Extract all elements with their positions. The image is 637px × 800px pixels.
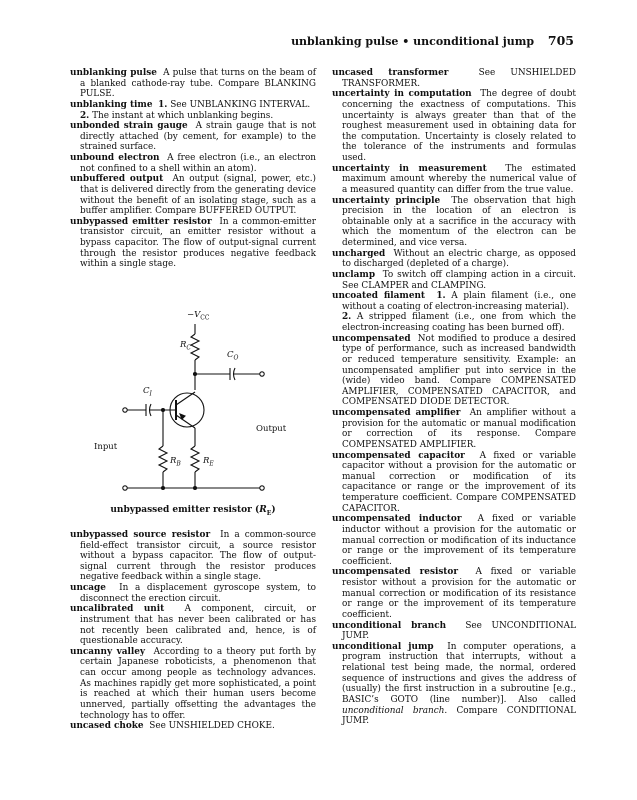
entry-uncompensated-inductor: uncompensated inductor A fixed or variable inductor without a provision for the automatic or manual correction or modification of its inductance or range or the improvement of its temperature coefficient. bbox=[332, 514, 576, 567]
entry-uncanny-valley: uncanny valley According to a theory put forth by certain Japanese roboticists, a phenomenon that can occur among people as technology advances. As machines rapidly get more sophisticated, a point is reached at which their human users become unnerved, partially offsetting the advantages the technology has to offer. bbox=[70, 646, 316, 721]
entry-unconditional-jump: unconditional jump In computer operations, a program instruction that interrupts, without a relational test being made, the normal, ordered sequence of instructions and gives the address of (usually) the first instruction in a subroutine [e.g., BASIC’s GOTO (line number)]. Also called unconditional branch. Compare CONDITIONAL JUMP. bbox=[332, 641, 576, 727]
entry-uncharged: uncharged Without an electric charge, as opposed to discharged (depleted of a charge). bbox=[332, 248, 576, 270]
entry-unblanking-pulse: unblanking pulse A pulse that turns on the beam of a blanked cathode-ray tube. Compare BLANKING PULSE. bbox=[70, 68, 316, 100]
input-label: Input bbox=[94, 441, 118, 452]
input-terminal-top bbox=[123, 408, 127, 412]
entry-uncoated-filament-sense2: 2. A stripped filament (i.e., one from which the electron-increasing coating has been burned off). bbox=[342, 312, 576, 333]
node-collector bbox=[194, 372, 197, 375]
re-label: $R_E$ bbox=[203, 455, 214, 468]
node-rb-ground bbox=[162, 486, 165, 489]
input-terminal-bottom bbox=[123, 486, 127, 490]
co-label: $C_O$ bbox=[227, 349, 239, 362]
figure-caption: unbypassed emitter resistor $(R_E)$ bbox=[110, 505, 276, 518]
entry-uncased-choke: uncased choke See UNSHIELDED CHOKE. bbox=[70, 721, 275, 732]
entry-unbuffered-output: unbuffered output An output (signal, power, etc.) that is delivered directly from the generating device without the benefit of an isolating stage, such as a buffer amplifier. Compare BUFFERED OUTPUT. bbox=[70, 174, 316, 217]
entry-unblanking-time-sense2: 2. The instant at which unblanking begins. bbox=[80, 110, 274, 121]
entry-uncompensated-amplifier: uncompensated amplifier An amplifier without a provision for the automatic or manual modification or correction of its response. Compare COMPENSATED AMPLIFIER. bbox=[332, 408, 576, 450]
entry-uncalibrated-unit: uncalibrated unit A component, circuit, or instrument that has never been calibrated or has not recently been calibrated and, hence, is of questionable accuracy. bbox=[70, 604, 316, 647]
entry-uncertainty-principle: uncertainty principle The observation that high precision in the location of an electron is obtainable only at a sacrifice in the accuracy with which the momentum of the electron can be determined, and vice versa. bbox=[332, 195, 576, 248]
entry-uncertainty-in-computation: uncertainty in computation The degree of doubt concerning the exactness of computations. This uncertainty is always greater than that of the roughest measurement used in obtaining data for the computation. Uncertainty is closely related to the tolerance of the instruments and formulas used. bbox=[332, 89, 576, 163]
entry-unclamp: unclamp To switch off clamping action in a circuit. See CLAMPER and CLAMPING. bbox=[332, 269, 576, 291]
ci-label: $C_I$ bbox=[143, 385, 152, 398]
entry-unbypassed-emitter-resistor: unbypassed emitter resistor In a common-emitter transistor circuit, an emitter resistor without a bypass capacitor. The flow of output-signal current through the resistor produces negative feedback within a single stage. bbox=[70, 216, 316, 270]
entry-unbound-electron: unbound electron A free electron (i.e., an electron not confined to a shell within an atom). bbox=[70, 153, 316, 174]
output-terminal-bottom bbox=[260, 486, 264, 490]
entry-uncage: uncage In a displacement gyroscope system, to disconnect the erection circuit. bbox=[70, 583, 316, 604]
entry-uncompensated: uncompensated Not modified to produce a desired type of performance, such as increased bandwidth or reduced temperature sensitivity. Example: an uncompensated amplifier put into service in the (wide) video band. Compare COMPENSATED AMPLIFIER, COMPENSATED CAPACITOR, and COMPENSATED DIODE DETECTOR. bbox=[332, 333, 576, 408]
entry-uncoated-filament: uncoated filament 1. A plain filament (i.e., one without a coating of electron-increasing material). bbox=[332, 291, 576, 312]
running-header bbox=[60, 33, 574, 48]
entry-unbonded-strain-gauge: unbonded strain gauge A strain gauge that is not directly attached (by cement, for example) to the strained surface. bbox=[70, 121, 316, 153]
header-title: unblanking pulse • unconditional jump bbox=[291, 35, 535, 48]
rb-label: $R_B$ bbox=[170, 455, 181, 468]
rc-label: $R_C$ bbox=[180, 339, 191, 352]
entry-uncertainty-in-measurement: uncertainty in measurement The estimated maximum amount whereby the numerical value of a measured quantity can differ from the true value. bbox=[332, 163, 576, 195]
re-resistor bbox=[191, 446, 199, 472]
left-column bbox=[70, 68, 316, 732]
circuit-figure bbox=[70, 278, 316, 524]
page-number: 705 bbox=[547, 33, 574, 48]
node-re-ground bbox=[194, 486, 197, 489]
node-base bbox=[162, 408, 165, 411]
entry-unbypassed-source-resistor: unbypassed source resistor In a common-source field-effect transistor circuit, a source resistor without a bypass capacitor. The flow of output-signal current through the resistor produces negative feedback within a single stage. bbox=[70, 529, 316, 583]
rb-resistor bbox=[159, 446, 167, 472]
transistor-collector-lead bbox=[176, 392, 195, 405]
entry-uncompensated-capacitor: uncompensated capacitor A fixed or variable capacitor without a provision for the automatic or manual correction or modification of its capacitance or range or the improvement of its temperature coefficient. Compare COMPENSATED CAPACITOR. bbox=[332, 450, 576, 514]
entry-unblanking-time: unblanking time 1. See UNBLANKING INTERVAL. bbox=[70, 99, 311, 110]
entry-uncompensated-resistor: uncompensated resistor A fixed or variable resistor without a provision for the automatic or manual correction or modification of its resistance or range or the improvement of its temperature coefficient. bbox=[332, 567, 576, 620]
right-column bbox=[332, 68, 576, 727]
transistor-emitter-lead bbox=[176, 415, 195, 428]
vcc-label: $-V_{CC}$ bbox=[187, 309, 210, 322]
rc-resistor bbox=[191, 334, 199, 360]
entry-uncased-transformer: uncased transformer See UNSHIELDED TRANSFORMER. bbox=[332, 68, 576, 89]
output-label: Output bbox=[256, 423, 287, 434]
entry-unconditional-branch: unconditional branch See UNCONDITIONAL JUMP. bbox=[332, 620, 576, 642]
output-terminal-top bbox=[260, 372, 264, 376]
